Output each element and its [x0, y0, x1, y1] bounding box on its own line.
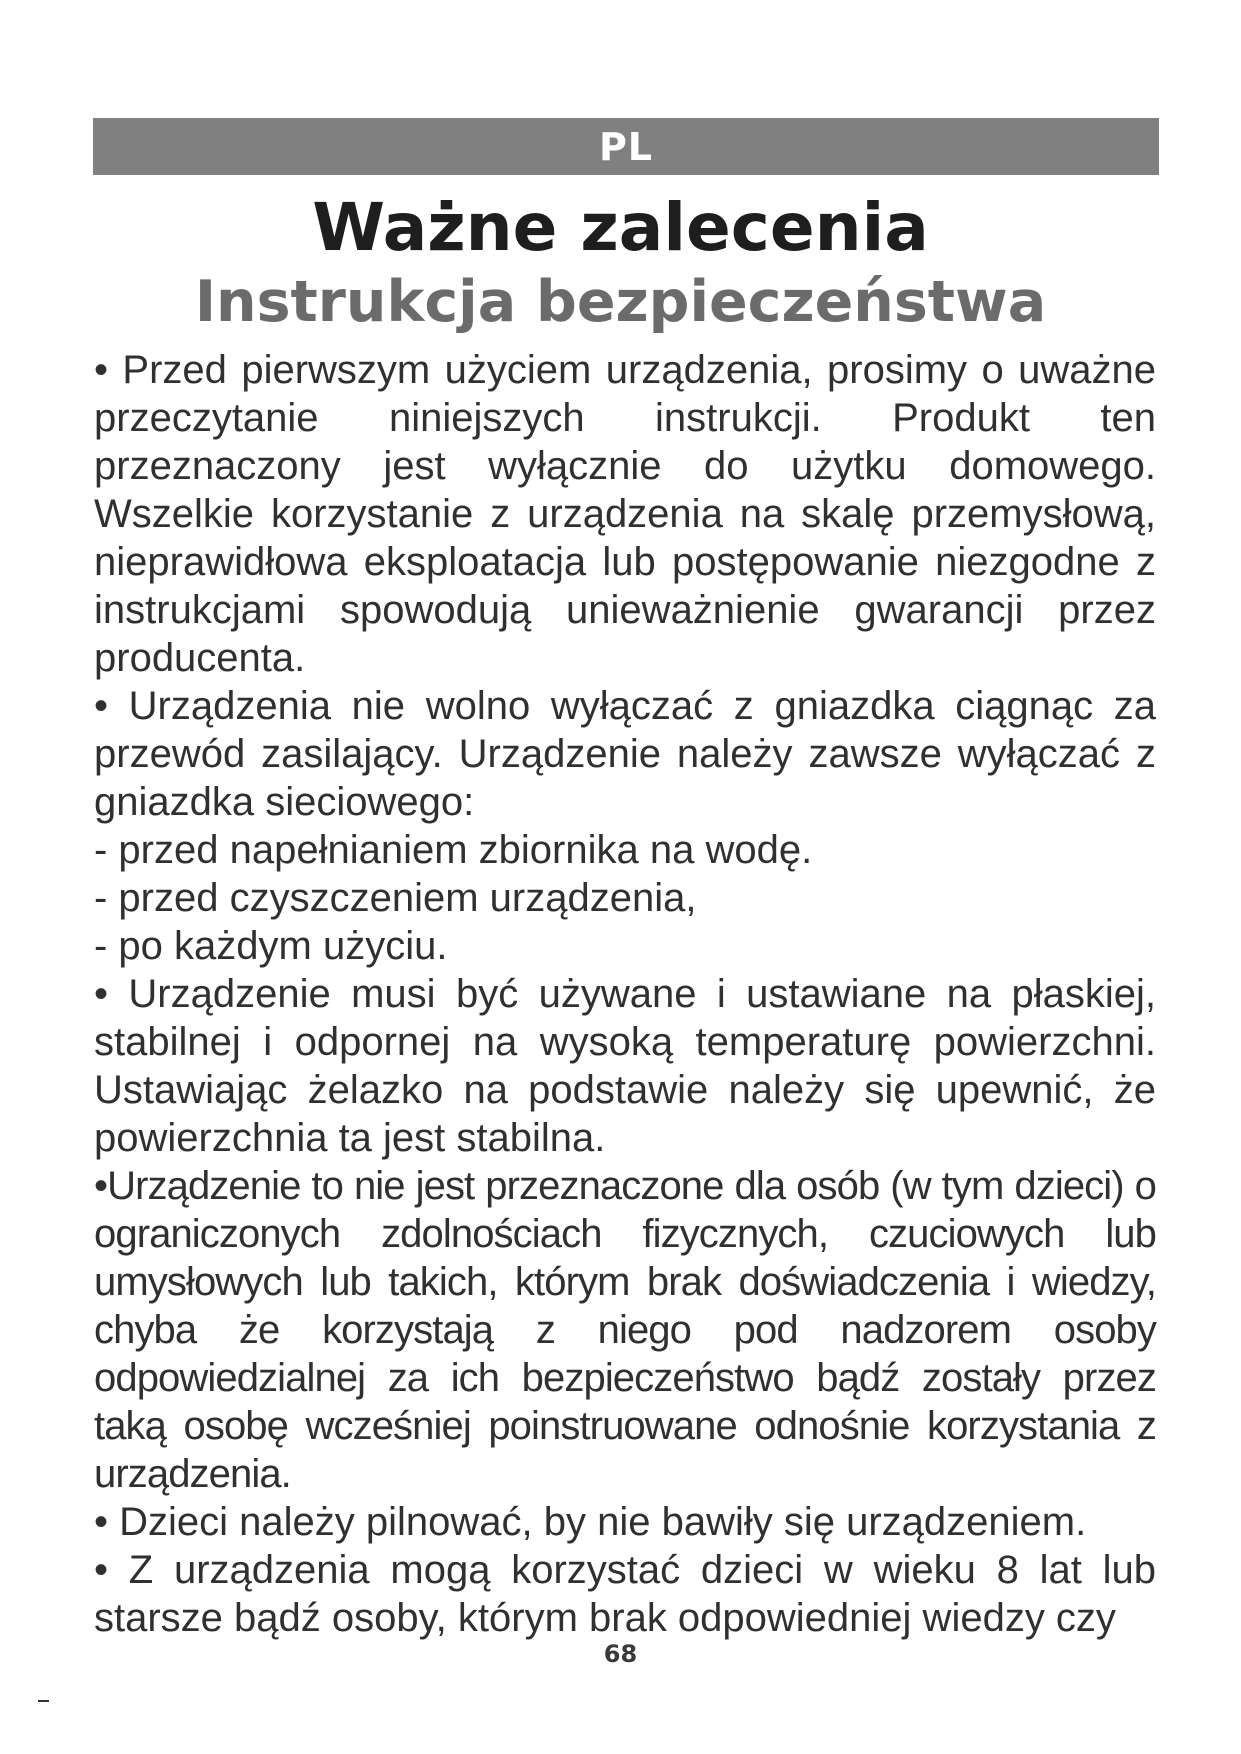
- list-item-after-use: - po każdym użyciu.: [94, 924, 448, 968]
- paragraph-children-play: • Dzieci należy pilnować, by nie bawiły się urządzeniem.: [94, 1500, 1087, 1544]
- paragraph-supervision: •Urządzenie to nie jest przeznaczone dla osób (w tym dzieci) o ograniczonych zdolnościach fizycznych, czuciowych lub umysłowych lub takich, którym brak doświadczenia i wiedzy, chyba że korzystają z niego pod nadzorem osoby odpowiedzialnej za ich bezpieczeństwo bądź zostały przez taką osobę wcześniej poinstruowane odnośnie korzystania z urządzenia.: [94, 1164, 1156, 1496]
- corner-dash-mark: [38, 1700, 49, 1702]
- paragraph-intro: • Przed pierwszym użyciem urządzenia, prosimy o uważne przeczytanie niniejszych instrukcji. Produkt ten przeznaczony jest wyłącznie do użytku domowego. Wszelkie korzystanie z urządzenia na skalę przemysłową, nieprawidłowa eksploatacja lub postępowanie niezgodne z instrukcjami spowodują unieważnienie gwarancji przez producenta.: [94, 348, 1156, 680]
- paragraph-stable-surface: • Urządzenie musi być używane i ustawiane na płaskiej, stabilnej i odpornej na wysoką temperaturę powierzchni. Ustawiając żelazko na podstawie należy się upewnić, że powierzchnia ta jest stabilna.: [94, 972, 1156, 1160]
- paragraph-children-age: • Z urządzenia mogą korzystać dzieci w wieku 8 lat lub starsze bądź osoby, którym brak odpowiedniej wiedzy czy: [94, 1548, 1156, 1640]
- safety-instructions-body: [94, 346, 1156, 1642]
- paragraph-unplug: • Urządzenia nie wolno wyłączać z gniazdka ciągnąc za przewód zasilający. Urządzenie należy zawsze wyłączać z gniazdka sieciowego:: [94, 684, 1156, 824]
- language-code: PL: [598, 124, 654, 169]
- page-subtitle: Instrukcja bezpieczeństwa: [194, 269, 1047, 335]
- list-item-before-cleaning: - przed czyszczeniem urządzenia,: [94, 876, 697, 920]
- language-banner: [93, 118, 1159, 175]
- list-item-before-filling: - przed napełnianiem zbiornika na wodę.: [94, 828, 813, 872]
- page-title: Ważne zalecenia: [312, 189, 929, 266]
- page-number: 68: [603, 1640, 638, 1668]
